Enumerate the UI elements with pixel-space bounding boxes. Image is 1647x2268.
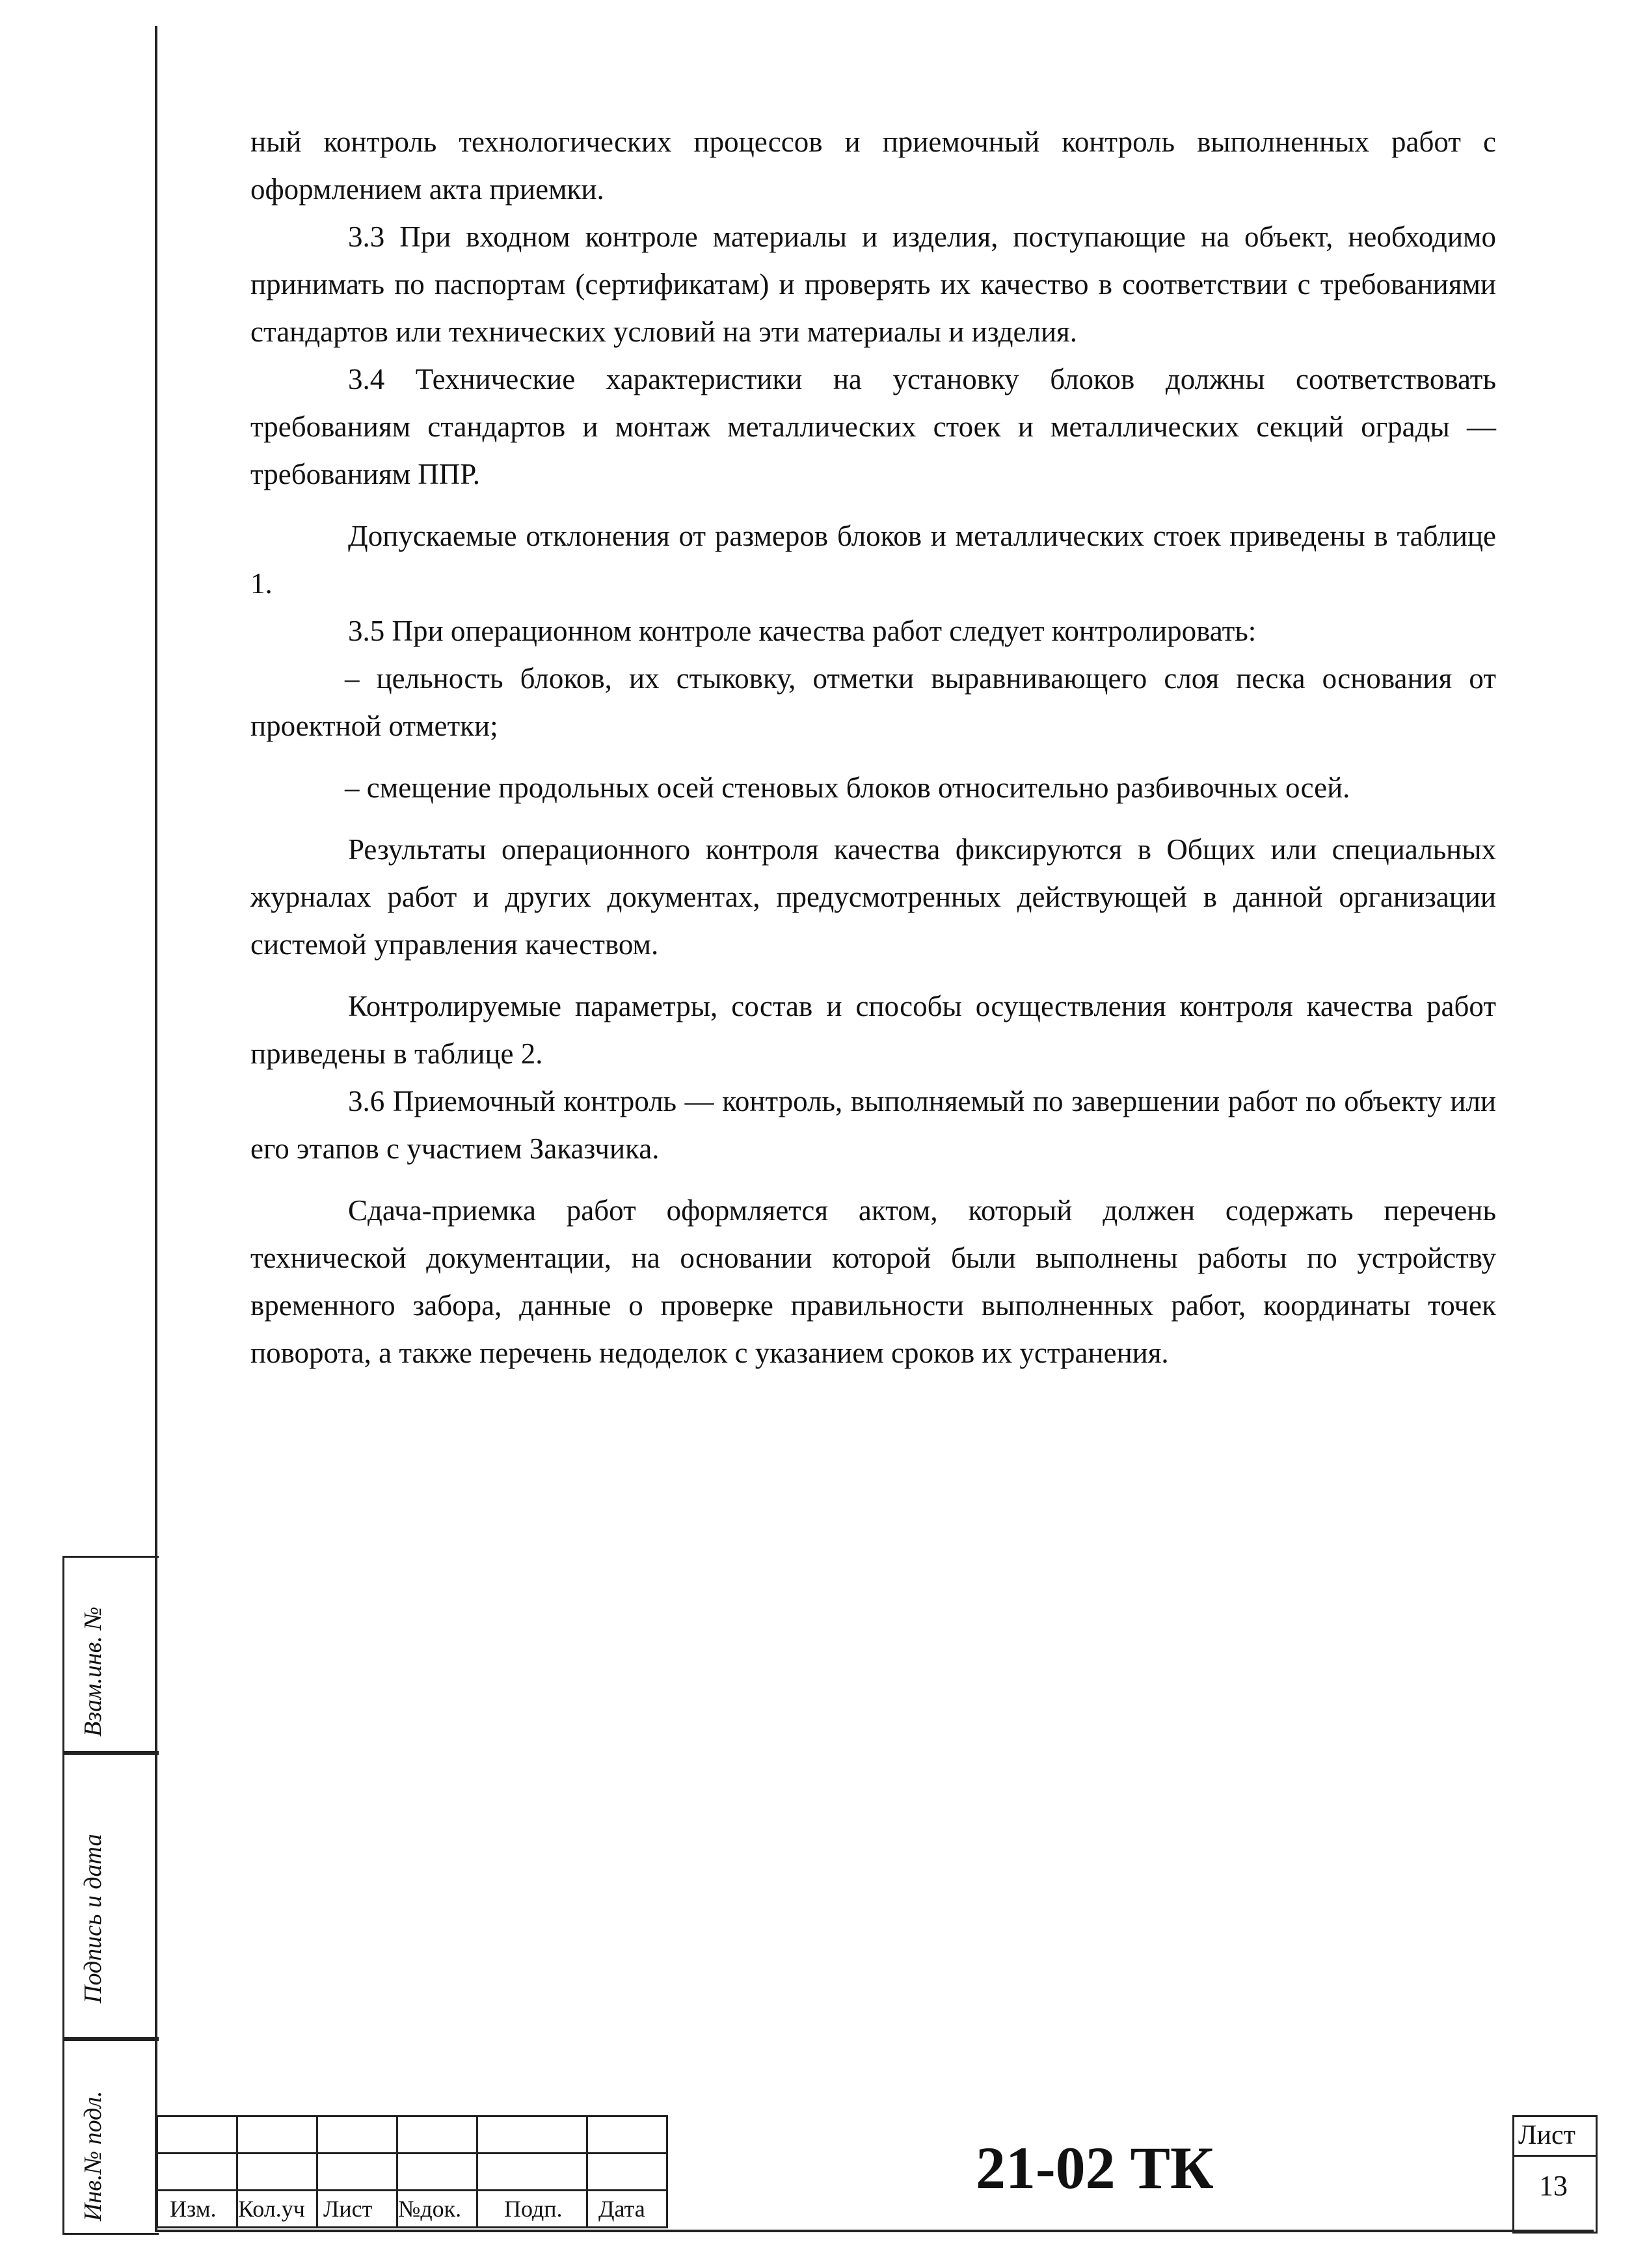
document-code: 21-02 ТК xyxy=(976,2135,1214,2201)
side-label-inv: Инв.№ подл. xyxy=(79,2090,107,2221)
paragraph: 3.3 При входном контроле материалы и изделия, поступающие на объект, необходимо принимать по паспортам (сертификатам) и проверять их качество в соответствии с требованиями стандартов или технических условий на эти материалы и изделия. xyxy=(250,220,1496,348)
paragraph: 3.6 Приемочный контроль — контроль, выполняемый по завершении работ по объекту или его этапов с участием Заказчика. xyxy=(250,1085,1496,1165)
paragraph: 3.4 Технические характеристики на установку блоков должны соответствовать требованиям стандартов и монтаж металлических стоек и металлических секций ограды — требованиям ППР. xyxy=(250,363,1496,490)
side-box-vzam xyxy=(62,1556,159,1755)
stamp-header-izm: Изм. xyxy=(157,2191,237,2228)
side-box-inv xyxy=(62,2037,159,2235)
document-body xyxy=(250,118,1496,1377)
paragraph: Сдача-приемка работ оформляется актом, который должен содержать перечень технической документации, на основании которой были выполнены работы по устройству временного забора, данные о проверке правильности выполненных работ, координаты точек поворота, а также перечень недоделок с указанием сроков их устранения. xyxy=(250,1194,1496,1369)
paragraph: Допускаемые отклонения от размеров блоков и металлических стоек приведены в таблице 1. xyxy=(250,520,1496,600)
stamp-header-data: Дата xyxy=(587,2191,667,2228)
stamp-header-podp: Подп. xyxy=(477,2191,587,2228)
paragraph: 3.5 При операционном контроле качества работ следует контролировать: xyxy=(348,615,1257,647)
stamp-header-koluch: Кол.уч xyxy=(237,2191,317,2228)
side-label-podpis: Подпись и дата xyxy=(79,1834,107,2003)
stamp-header-ndok: №док. xyxy=(397,2191,477,2228)
paragraph: Результаты операционного контроля качества фиксируются в Общих или специальных журналах работ и других документах, предусмотренных действующей в данной организации системой управления качеством. xyxy=(250,833,1496,961)
sheet-number: 13 xyxy=(1539,2170,1568,2202)
list-item: – смещение продольных осей стеновых блоков относительно разбивочных осей. xyxy=(345,771,1350,804)
paragraph: ный контроль технологических процессов и приемочный контроль выполненных работ с оформлением акта приемки. xyxy=(250,126,1496,206)
list-item: – цельность блоков, их стыковку, отметки выравнивающего слоя песка основания от проектной отметки; xyxy=(250,662,1496,742)
side-label-vzam: Взам.инв. № xyxy=(79,1607,107,1737)
stamp-header-list: Лист xyxy=(317,2191,397,2228)
frame-bottom-line xyxy=(155,2230,1594,2232)
paragraph: Контролируемые параметры, состав и способы осуществления контроля качества работ приведены в таблице 2. xyxy=(250,990,1496,1070)
sheet-box xyxy=(1512,2115,1598,2234)
sheet-label: Лист xyxy=(1518,2120,1575,2150)
side-box-podpis xyxy=(62,1751,159,2041)
stamp-table xyxy=(156,2115,668,2228)
